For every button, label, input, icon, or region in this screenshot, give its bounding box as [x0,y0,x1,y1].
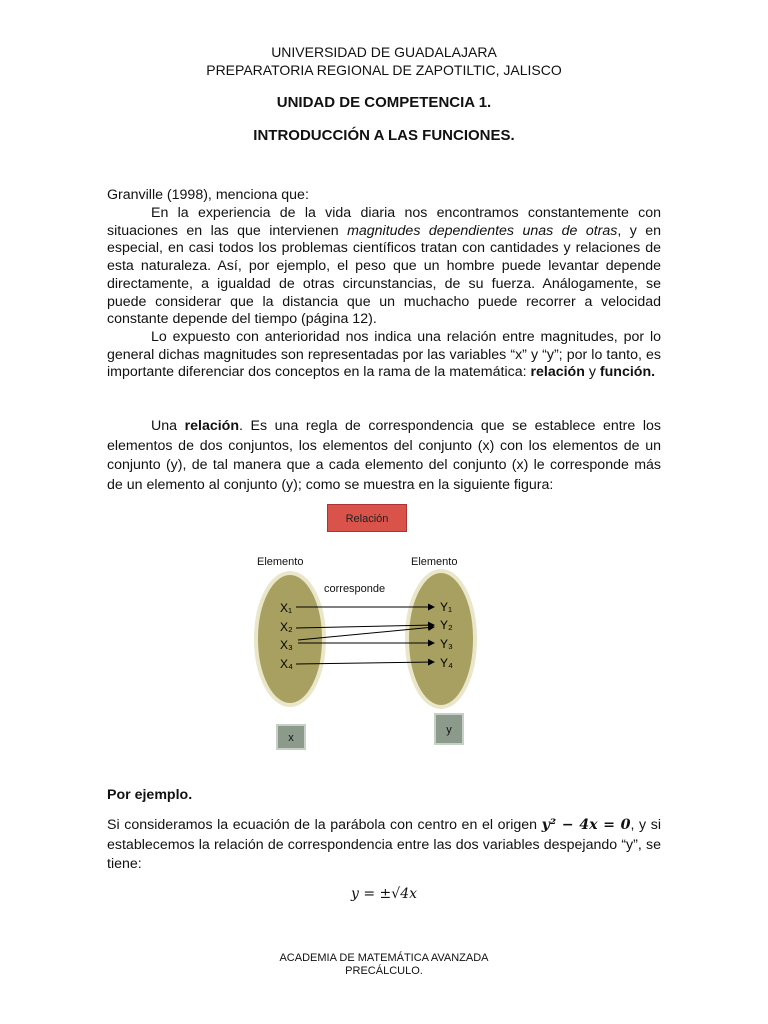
example-paragraph: Si consideramos la ecuación de la parábola con centro en el origen y² − 4x = 0, y si establecemos la relación de correspondencia entre las dos variables despejando “y”, se tiene: [107,817,661,872]
right-set-label: Elemento [411,556,458,568]
x-item-2: X₂ [280,620,293,634]
example-heading: Por ejemplo. [107,787,193,803]
y-item-3: Y₃ [440,637,453,651]
footer-course: PRECÁLCULO. [345,965,423,977]
left-set-label: Elemento [257,556,304,568]
x-item-1: X₁ [280,601,293,615]
relation-label-box: Relación [327,504,407,532]
paragraph-1: En la experiencia de la vida diaria nos encontramos constantemente con situaciones en las que intervienen magnitudes dependientes unas de otras, y en especial, en casi todos los problemas científicos tratan con cantidades y relaciones de esta naturaleza. Así, por ejemplo, el peso que un hombre puede levantar depende directamente, a igualdad de otras circunstancias, de su fuerza. Análogamente, se puede considerar que la distancia que un muchacho puede recorrer a velocidad constante depende del tiempo (página 12). [107,205,662,328]
x-item-3: X₃ [280,638,293,652]
y-item-4: Y₄ [440,656,453,670]
inline-equation: y² − 4x = 0 [541,817,631,833]
intro-line: Granville (1998), menciona que: [107,187,309,203]
paragraph-2: Lo expuesto con anterioridad nos indica una relación entre magnitudes, por lo general dichas magnitudes son representadas por las variables “x” y “y”; por lo tanto, es importante diferenciar dos conceptos en la rama de la matemática: relación y función. [107,329,661,381]
paragraph-3: Una relación. Es una regla de correspondencia que se establece entre los elementos de dos conjuntos, los elementos del conjunto (x) con los elementos de un conjunto (y), de tal manera que a cada elemento del conjunto (x) le corresponde más de un elemento al conjunto (y); como se muestra en la siguiente figura: [107,418,661,493]
y-item-1: Y₁ [440,600,453,614]
set-x-box: x [276,724,306,750]
school-name: PREPARATORIA REGIONAL DE ZAPOTILTIC, JALISCO [206,62,562,78]
set-y-box: y [434,713,464,745]
footer-academy: ACADEMIA DE MATEMÁTICA AVANZADA [279,952,489,964]
university-name: UNIVERSIDAD DE GUADALAJARA [271,44,497,60]
page-title: INTRODUCCIÓN A LAS FUNCIONES. [253,127,515,144]
correspondence-label: corresponde [324,583,386,595]
x-item-4: X₄ [280,657,293,671]
display-equation: y = ±√4x [351,886,417,902]
unit-title: UNIDAD DE COMPETENCIA 1. [276,94,492,111]
y-item-2: Y₂ [440,618,453,632]
